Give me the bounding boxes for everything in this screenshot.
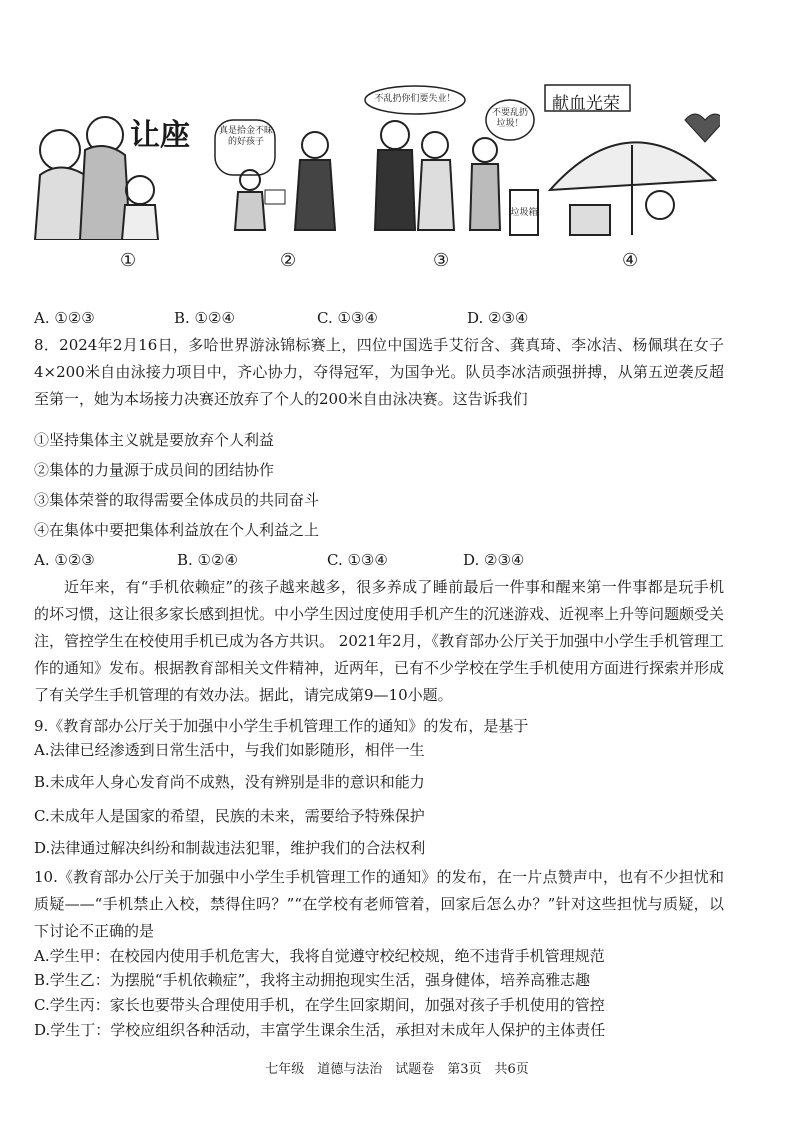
- page-footer: 七年级 道德与法治 试题卷 第3页 共6页: [265, 1062, 529, 1077]
- cartoon-number-1: ①: [120, 250, 137, 271]
- q10-option-c[interactable]: C.学生丙：家长也要带头合理使用手机，在学生回家期间，加强对孩子手机使用的管控: [34, 996, 605, 1014]
- cartoon-strip: [30, 80, 720, 280]
- q8-option-c[interactable]: C. ①③④: [327, 551, 388, 569]
- cartoon-number-4: ④: [622, 250, 639, 271]
- panel-4-title: 献血光荣: [552, 94, 620, 114]
- lost-and-found-illustration: [210, 80, 360, 240]
- q8-option-d[interactable]: D. ②③④: [463, 551, 525, 569]
- q7-option-d[interactable]: D. ②③④: [467, 309, 529, 327]
- cartoon-number-2: ②: [280, 250, 297, 271]
- q8-options: [34, 550, 524, 570]
- cartoon-panel-2: [210, 80, 360, 240]
- panel-1-title: 让座: [130, 118, 190, 153]
- q9-option-d[interactable]: D.法律通过解决纠纷和制裁违法犯罪，维护我们的合法权利: [34, 839, 426, 857]
- panel-2-speech: 真是拾金不昧的好孩子: [218, 126, 273, 147]
- q9-stem: 9.《教育部办公厅关于加强中小学生手机管理工作的通知》的发布，是基于: [34, 717, 529, 735]
- q8-stem: 8．2024年2月16日，多哈世界游泳锦标赛上，四位中国选手艾衍含、龚真琦、李冰洁、杨佩琪在女子4×200米自由泳接力项目中，齐心协力，夺得冠军，为国争光。队员李冰洁顽强拼搏，从第五逆袭反超至第一，她为本场接力决赛还放弃了个人的200米自由泳决赛。这告诉我们: [34, 336, 724, 408]
- q8-item-2: ②集体的力量源于成员间的团结协作: [34, 461, 275, 479]
- q7-option-a[interactable]: A. ①②③: [34, 309, 95, 327]
- q7-option-b[interactable]: B. ①②④: [174, 309, 235, 327]
- q9-option-a[interactable]: A.法律已经渗透到日常生活中，与我们如影随形，相伴一生: [34, 741, 425, 759]
- trash-bin-label: 垃圾箱: [510, 208, 538, 218]
- q9-option-c[interactable]: C.未成年人是国家的希望，民族的未来，需要给予特殊保护: [34, 807, 425, 825]
- q7-options: [34, 308, 528, 328]
- cartoon-panel-3: [360, 80, 540, 240]
- reading-passage: 近年来，有“手机依赖症”的孩子越来越多，很多养成了睡前最后一件事和醒来第一件事都是玩手机的坏习惯，这让很多家长感到担忧。中小学生因过度使用手机产生的沉迷游戏、近视率上升等问题颇受关注，管控学生在校使用手机已成为各方共识。 2021年2月，《教育部办公厅关于加强中小学生手机管理工作的通知》发布。根据教育部相关文件精神，近两年，已有不少学校在学生手机使用方面进行探索并形成了有关学生手机管理的有效办法。据此，请完成第9—10小题。: [34, 578, 725, 704]
- q7-option-c[interactable]: C. ①③④: [317, 309, 378, 327]
- q10-option-d[interactable]: D.学生丁：学校应组织各种活动，丰富学生课余生活，承担对未成年人保护的主体责任: [34, 1021, 606, 1039]
- q10-option-a[interactable]: A.学生甲：在校园内使用手机危害大，我将自觉遵守校纪校规，绝不违背手机管理规范: [34, 947, 605, 965]
- panel-3-speech-b: 不要乱扔垃圾！: [492, 108, 529, 129]
- q10-stem: 10.《教育部办公厅关于加强中小学生手机管理工作的通知》的发布，在一片点赞声中，也有不少担忧和质疑——“手机禁止入校，禁得住吗？”“在学校有老师管着，回家后怎么办？”针对这些担忧与质疑，以下讨论不正确的是: [34, 868, 724, 940]
- q8-item-3: ③集体荣誉的取得需要全体成员的共同奋斗: [34, 491, 320, 509]
- cartoon-panel-1: [30, 80, 210, 240]
- q8-item-4: ④在集体中要把集体利益放在个人利益之上: [34, 521, 320, 539]
- offer-seat-illustration: [30, 80, 210, 240]
- q8-option-b[interactable]: B. ①②④: [177, 551, 238, 569]
- q8-option-a[interactable]: A. ①②③: [34, 551, 95, 569]
- q8-item-1: ①坚持集体主义就是要放弃个人利益: [34, 431, 275, 449]
- q9-option-b[interactable]: B.未成年人身心发育尚不成熟，没有辨别是非的意识和能力: [34, 773, 425, 791]
- cartoon-number-3: ③: [433, 250, 450, 271]
- cartoon-panel-4: [540, 80, 720, 240]
- panel-3-speech-a: 不乱扔你们要失业！: [374, 94, 456, 104]
- q10-option-b[interactable]: B.学生乙：为摆脱“手机依赖症”，我将主动拥抱现实生活，强身健体，培养高雅志趣: [34, 971, 591, 989]
